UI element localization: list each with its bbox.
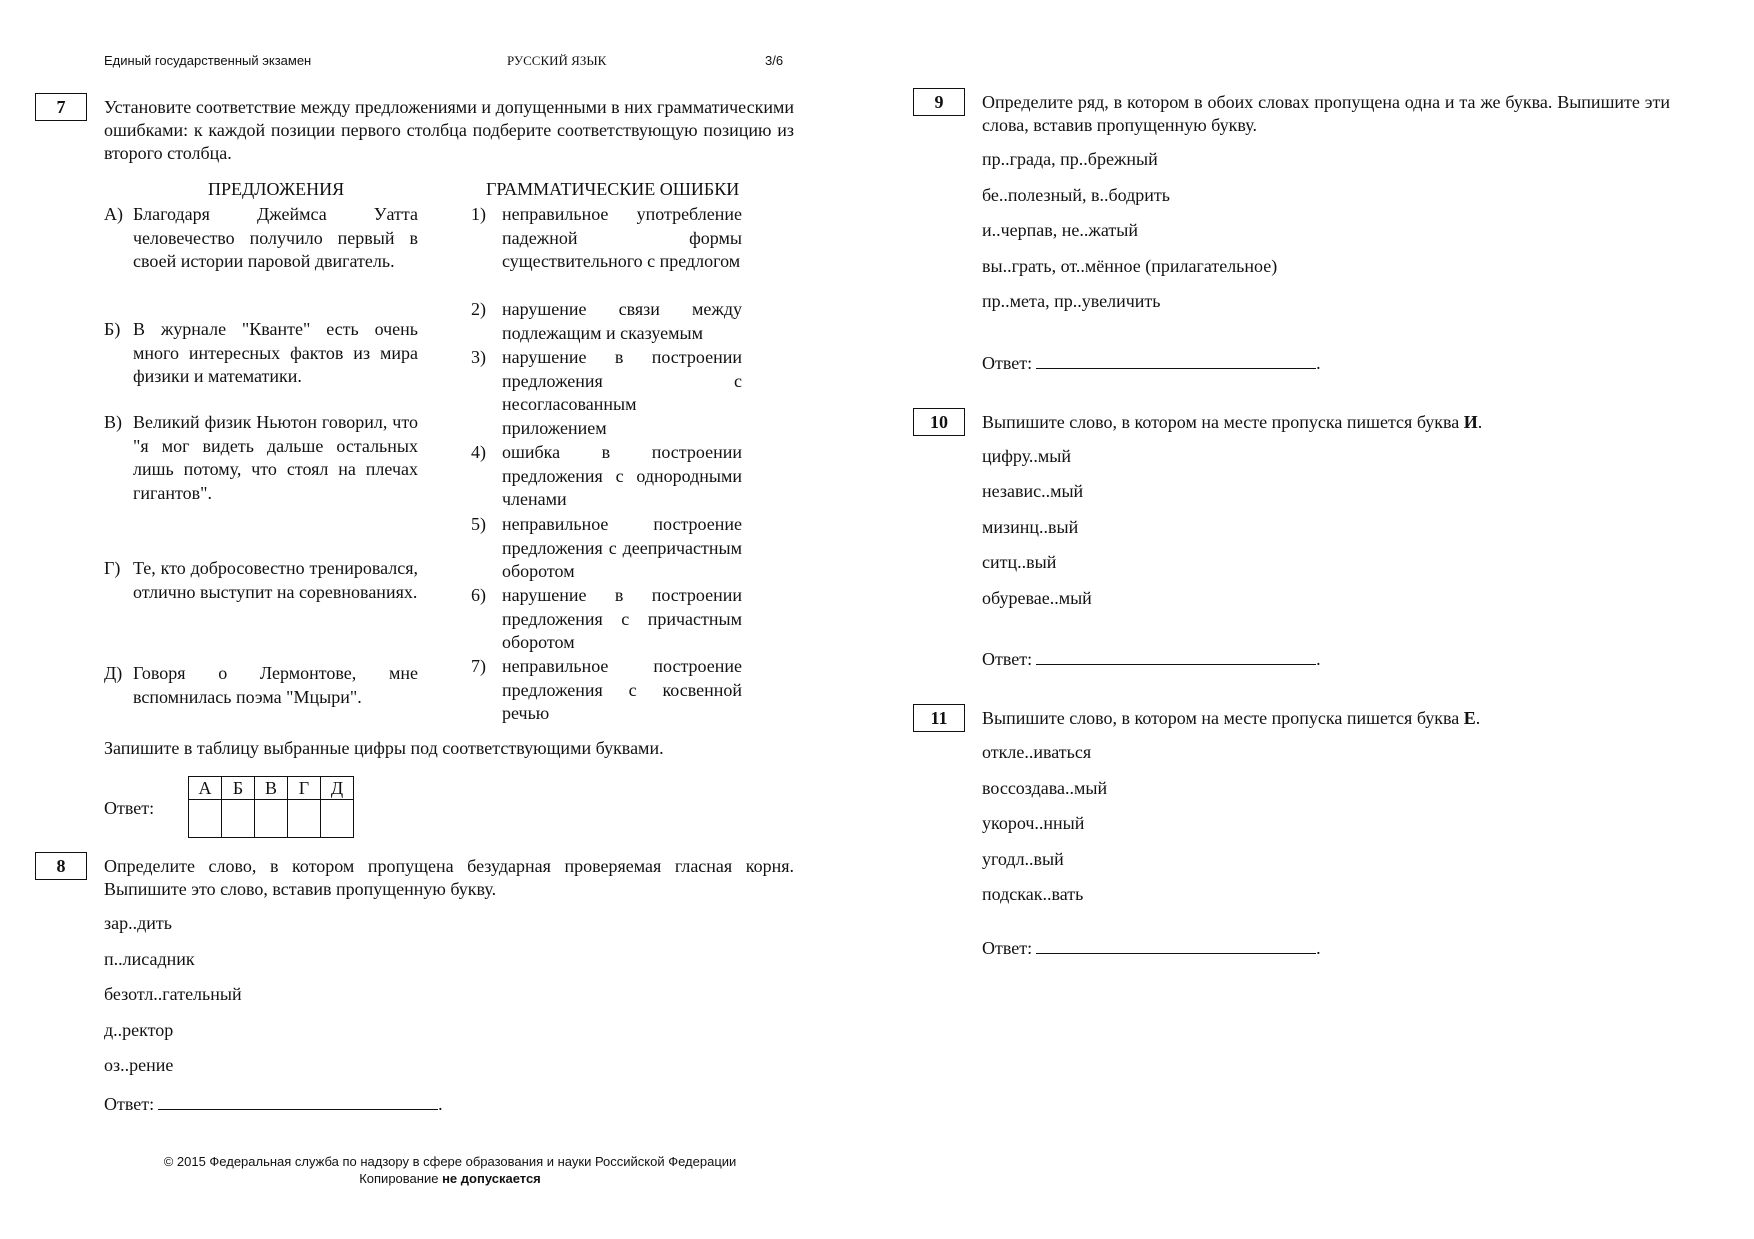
- error-number: 1): [471, 204, 486, 224]
- q10-word: ситц..вый: [982, 552, 1057, 572]
- q10-word: цифру..мый: [982, 446, 1072, 466]
- answer-table-header: Б: [222, 777, 255, 800]
- q8-answer: [104, 1094, 443, 1115]
- question-7-instruction: Установите соответствие между предложениями и допущенными в них грамматическими ошибками: к каждой позиции первого столбца подберите соответствующую позицию из второго столбца.: [104, 97, 794, 163]
- answer-table: [188, 776, 354, 838]
- question-11-instruction: [982, 707, 1670, 730]
- subject-title: РУССКИЙ ЯЗЫК: [507, 53, 607, 68]
- q11-word: угодл..вый: [982, 849, 1064, 869]
- answer-end: .: [1316, 938, 1321, 958]
- answer-cell-v[interactable]: [255, 800, 288, 838]
- error-text: неправильное построение предложения с косвенной речью: [502, 656, 742, 723]
- q9-word: вы..грать, от..мённое (прилагательное): [982, 256, 1278, 276]
- answer-cell-a[interactable]: [189, 800, 222, 838]
- answer-label: Ответ:: [982, 649, 1033, 669]
- sentence-text: Благодаря Джеймса Уатта человечество получило первый в своей истории паровой двигатель.: [133, 204, 418, 271]
- question-10-instruction: [982, 411, 1670, 434]
- q9-answer-line[interactable]: [1036, 354, 1316, 369]
- q11-answer: [982, 938, 1321, 959]
- sentence-label: В): [104, 412, 122, 432]
- error-3: [471, 346, 742, 440]
- q11-end: .: [1475, 708, 1481, 728]
- footer: [90, 1153, 810, 1187]
- q7-answer-label: Ответ:: [104, 798, 155, 818]
- sentences-column-header: ПРЕДЛОЖЕНИЯ: [208, 179, 345, 199]
- sentence-a: [104, 203, 418, 274]
- q9-answer: [982, 353, 1321, 374]
- q8-word: безотл..гательный: [104, 984, 242, 1004]
- q11-letter: Е: [1463, 708, 1476, 728]
- q10-word: независ..мый: [982, 481, 1084, 501]
- sentence-text: В журнале "Кванте" есть очень много интересных фактов из мира физики и математики.: [133, 319, 418, 386]
- answer-table-header: Г: [288, 777, 321, 800]
- sentence-label: Б): [104, 319, 121, 339]
- sentence-label: А): [104, 204, 123, 224]
- q11-word: подскак..вать: [982, 884, 1084, 904]
- q10-answer-line[interactable]: [1036, 650, 1316, 665]
- sentence-label: Г): [104, 558, 121, 578]
- error-number: 6): [471, 585, 486, 605]
- sentence-text: Говоря о Лермонтове, мне вспомнилась поэма "Мцыри".: [133, 663, 418, 707]
- q10-word: обуревае..мый: [982, 588, 1092, 608]
- q8-word: оз..рение: [104, 1055, 174, 1075]
- error-4: [471, 441, 742, 512]
- error-6: [471, 584, 742, 655]
- q11-word: откле..иваться: [982, 742, 1092, 762]
- error-text: неправильное употребление падежной формы существительного с предлогом: [502, 204, 742, 271]
- q10-letter: И: [1463, 412, 1478, 432]
- error-text: нарушение в построении предложения с причастным оборотом: [502, 585, 742, 652]
- answer-label: Ответ:: [982, 938, 1033, 958]
- q8-answer-line[interactable]: [158, 1095, 438, 1110]
- q10-answer: [982, 649, 1321, 670]
- sentence-text: Великий физик Ньютон говорил, что "я мог видеть дальше остальных лишь потому, что стоял на плечах гигантов".: [133, 412, 418, 503]
- q8-word: зар..дить: [104, 913, 172, 933]
- q11-answer-line[interactable]: [1036, 939, 1316, 954]
- error-7: [471, 655, 742, 726]
- question-8-number: 8: [35, 852, 87, 880]
- answer-end: .: [1316, 649, 1321, 669]
- answer-cell-d[interactable]: [321, 800, 354, 838]
- footer-copy-prefix: Копирование: [359, 1171, 439, 1186]
- answer-cell-g[interactable]: [288, 800, 321, 838]
- q8-word: д..ректор: [104, 1020, 174, 1040]
- answer-end: .: [438, 1094, 443, 1114]
- footer-copy-bold: не допускается: [442, 1171, 541, 1186]
- q11-instruction-text: Выпишите слово, в котором на месте пропуска пишется буква: [982, 708, 1460, 728]
- error-number: 7): [471, 656, 486, 676]
- sentence-v: [104, 411, 418, 505]
- q9-word: бе..полезный, в..бодрить: [982, 185, 1170, 205]
- exam-title: Единый государственный экзамен: [104, 53, 312, 68]
- answer-label: Ответ:: [982, 353, 1033, 373]
- sentence-label: Д): [104, 663, 123, 683]
- answer-end: .: [1316, 353, 1321, 373]
- error-2: [471, 298, 742, 345]
- sentence-g: [104, 557, 418, 604]
- question-11-number: 11: [913, 704, 965, 732]
- table-instruction: Запишите в таблицу выбранные цифры под соответствующими буквами.: [104, 738, 664, 758]
- answer-cell-b[interactable]: [222, 800, 255, 838]
- q9-word: пр..града, пр..брежный: [982, 149, 1158, 169]
- errors-column-header: ГРАММАТИЧЕСКИЕ ОШИБКИ: [486, 179, 740, 199]
- q10-instruction-text: Выпишите слово, в котором на месте пропуска пишется буква: [982, 412, 1460, 432]
- sentence-d: [104, 662, 418, 709]
- answer-table-header: В: [255, 777, 288, 800]
- error-text: нарушение связи между подлежащим и сказуемым: [502, 299, 742, 343]
- question-9-number: 9: [913, 88, 965, 116]
- footer-copyright: © 2015 Федеральная служба по надзору в сфере образования и науки Российской Федерации: [163, 1154, 737, 1169]
- sentence-text: Те, кто добросовестно тренировался, отлично выступит на соревнованиях.: [133, 558, 418, 602]
- sentence-b: [104, 318, 418, 389]
- error-text: неправильное построение предложения с деепричастным оборотом: [502, 514, 742, 581]
- q9-word: пр..мета, пр..увеличить: [982, 291, 1161, 311]
- q10-word: мизинц..вый: [982, 517, 1079, 537]
- error-number: 2): [471, 299, 486, 319]
- error-text: ошибка в построении предложения с однородными членами: [502, 442, 742, 509]
- error-5: [471, 513, 742, 584]
- answer-label: Ответ:: [104, 1094, 155, 1114]
- footer-copy-notice: [90, 1170, 810, 1187]
- q8-word: п..лисадник: [104, 949, 195, 969]
- answer-table-header: Д: [321, 777, 354, 800]
- question-9-instruction: Определите ряд, в котором в обоих словах пропущена одна и та же буква. Выпишите эти слова, вставив пропущенную букву.: [982, 92, 1670, 135]
- q10-end: .: [1477, 412, 1483, 432]
- page-number: 3/6: [765, 53, 784, 68]
- error-number: 4): [471, 442, 486, 462]
- q11-word: укороч..нный: [982, 813, 1085, 833]
- error-text: нарушение в построении предложения с несогласованным приложением: [502, 347, 742, 438]
- question-8-instruction: Определите слово, в котором пропущена безударная проверяемая гласная корня. Выпишите это слово, вставив пропущенную букву.: [104, 856, 794, 899]
- answer-table-header: А: [189, 777, 222, 800]
- question-7-number: 7: [35, 93, 87, 121]
- error-number: 5): [471, 514, 486, 534]
- question-10-number: 10: [913, 408, 965, 436]
- q11-word: воссоздава..мый: [982, 778, 1108, 798]
- q9-word: и..черпав, не..жатый: [982, 220, 1138, 240]
- error-number: 3): [471, 347, 486, 367]
- error-1: [471, 203, 742, 274]
